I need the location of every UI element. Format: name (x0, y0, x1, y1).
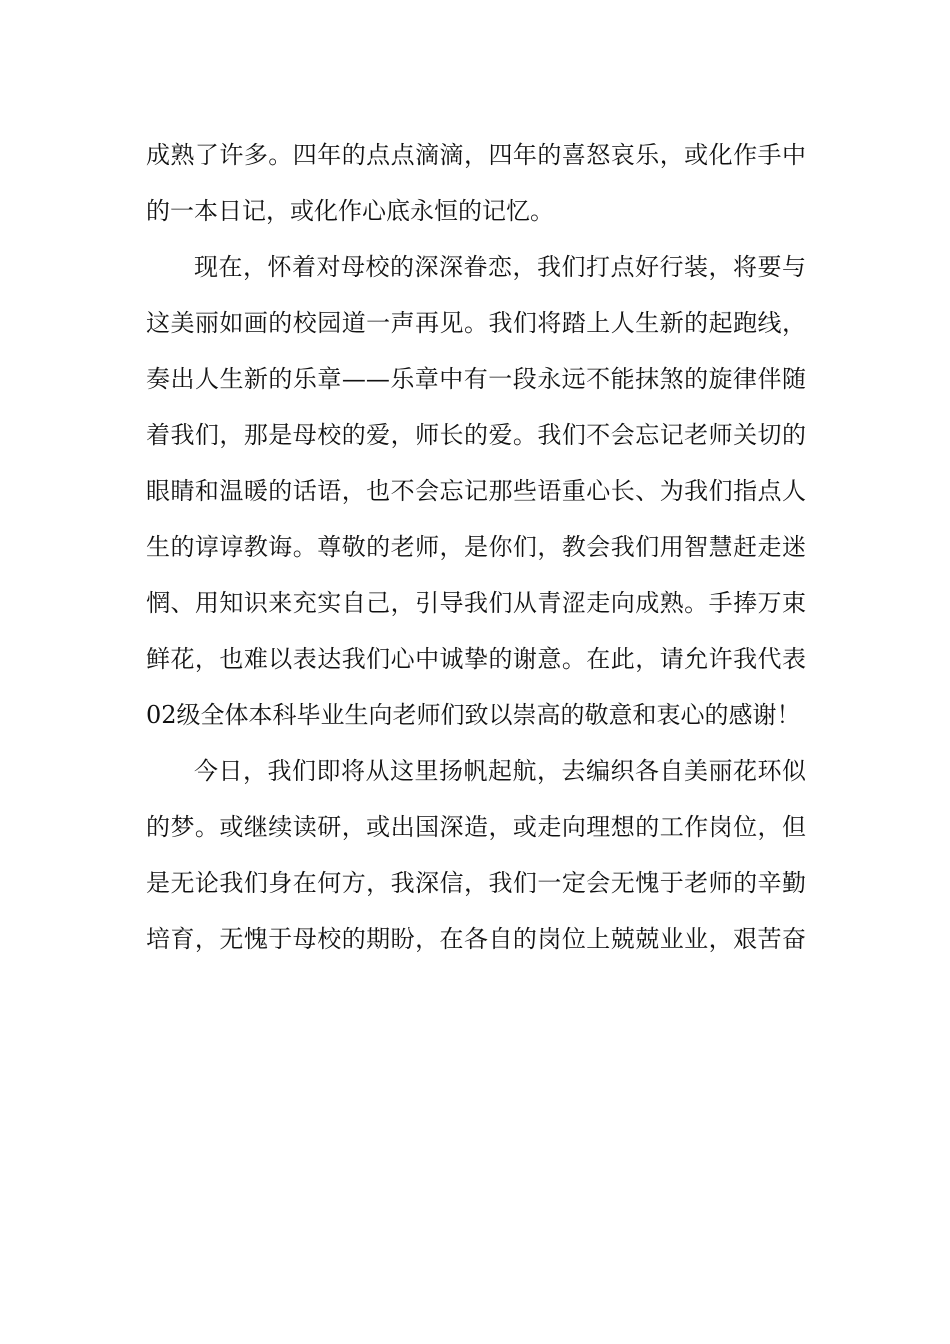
text-line: 是无论我们身在何方，我深信，我们一定会无愧于老师的辛勤 (146, 869, 806, 897)
text-line: 着我们，那是母校的爱，师长的爱。我们不会忘记老师关切的 (146, 421, 806, 449)
paragraph-1 (146, 127, 806, 239)
document-body (146, 127, 806, 967)
text-line: 眼睛和温暖的话语，也不会忘记那些语重心长、为我们指点人 (146, 477, 806, 505)
text-line: 培育，无愧于母校的期盼，在各自的岗位上兢兢业业，艰苦奋 (146, 925, 806, 953)
text-line: 今日，我们即将从这里扬帆起航，去编织各自美丽花环似 (194, 757, 806, 785)
paragraph-3 (146, 743, 806, 967)
text-line: 的一本日记，或化作心底永恒的记忆。 (146, 197, 554, 225)
text-line: 鲜花，也难以表达我们心中诚挚的谢意。在此，请允许我代表 (146, 645, 806, 673)
text-line: 成熟了许多。四年的点点滴滴，四年的喜怒哀乐，或化作手中 (146, 141, 806, 169)
text-line: 的梦。或继续读研，或出国深造，或走向理想的工作岗位，但 (146, 813, 806, 841)
text-line: 奏出人生新的乐章——乐章中有一段永远不能抹煞的旋律伴随 (146, 365, 806, 393)
text-line: 惘、用知识来充实自己，引导我们从青涩走向成熟。手捧万束 (146, 589, 806, 617)
text-line: 生的谆谆教诲。尊敬的老师，是你们，教会我们用智慧赶走迷 (146, 533, 806, 561)
paragraph-2 (146, 239, 806, 743)
text-line: 现在，怀着对母校的深深眷恋，我们打点好行装，将要与 (194, 253, 806, 281)
text-line: 这美丽如画的校园道一声再见。我们将踏上人生新的起跑线， (146, 309, 806, 337)
text-line: 02级全体本科毕业生向老师们致以崇高的敬意和衷心的感谢！ (146, 701, 801, 729)
